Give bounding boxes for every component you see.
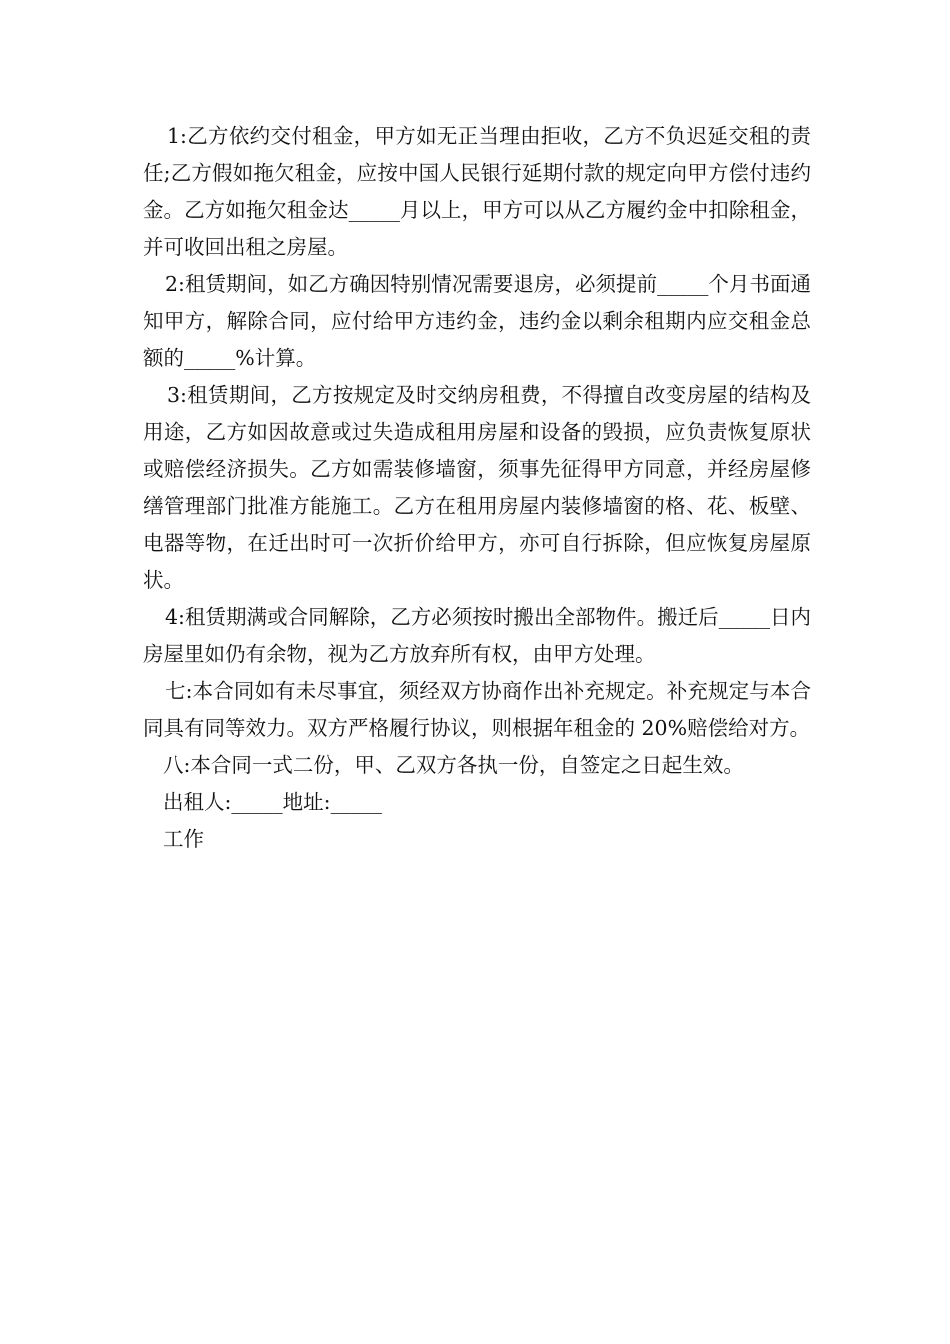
work-line: 工作: [163, 827, 204, 851]
clause-4-paragraph: 4:租赁期满或合同解除，乙方必须按时搬出全部物件。搬迁后_____日内房屋里如仍有余物，视为乙方放弃所有权，由甲方处理。: [143, 605, 811, 666]
clause-1-paragraph: 1:乙方依约交付租金，甲方如无正当理由拒收，乙方不负迟延交租的责任;乙方假如拖欠租金，应按中国人民银行延期付款的规定向甲方偿付违约金。乙方如拖欠租金达_____月以上，甲方可以从乙方履约金中扣除租金，并可收回出租之房屋。: [143, 124, 811, 259]
clause-7-paragraph: 七:本合同如有未尽事宜，须经双方协商作出补充规定。补充规定与本合同具有同等效力。双方严格履行协议，则根据年租金的 20%赔偿给对方。: [143, 679, 811, 740]
contract-body: [143, 118, 811, 858]
clause-3-paragraph: 3:租赁期间，乙方按规定及时交纳房租费，不得擅自改变房屋的结构及用途，乙方如因故意或过失造成租用房屋和设备的毁损，应负责恢复原状或赔偿经济损失。乙方如需装修墙窗，须事先征得甲方同意，并经房屋修缮管理部门批准方能施工。乙方在租用房屋内装修墙窗的格、花、板壁、电器等物，在迁出时可一次折价给甲方，亦可自行拆除，但应恢复房屋原状。: [143, 383, 811, 592]
lessor-address-line: 出租人:_____地址:_____: [163, 790, 382, 814]
clause-2-paragraph: 2:租赁期间，如乙方确因特别情况需要退房，必须提前_____个月书面通知甲方，解除合同，应付给甲方违约金，违约金以剩余租期内应交租金总额的_____%计算。: [143, 272, 811, 370]
clause-8-paragraph: 八:本合同一式二份，甲、乙双方各执一份，自签定之日起生效。: [163, 753, 744, 777]
